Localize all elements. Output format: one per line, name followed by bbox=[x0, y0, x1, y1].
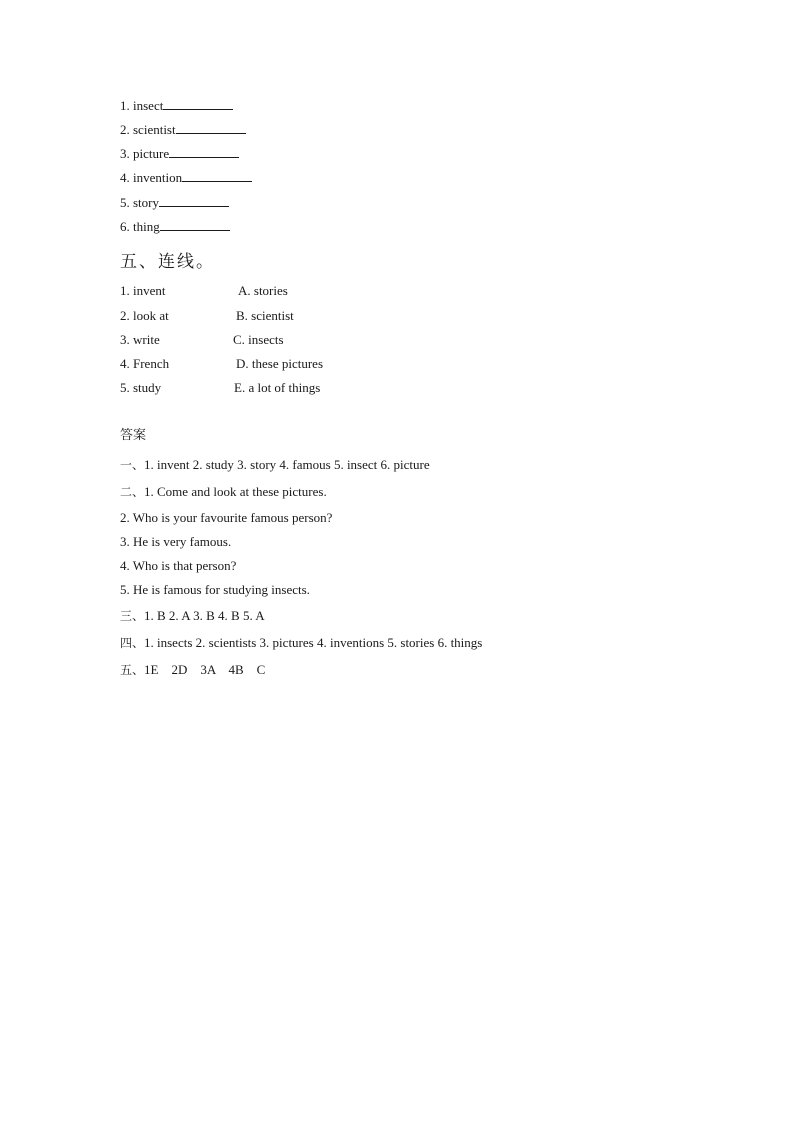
answer-text: 1. B 2. A 3. B 4. B 5. A bbox=[144, 608, 265, 623]
fill-item-label: 5. story bbox=[120, 195, 159, 210]
fill-item-4 bbox=[120, 169, 252, 186]
answer-text: 1E 2D 3A 4B C bbox=[144, 662, 266, 677]
fill-item-2 bbox=[120, 121, 246, 138]
answer-prefix: 二、 bbox=[120, 485, 145, 499]
answer-blank bbox=[160, 218, 230, 231]
answer-line-1 bbox=[120, 457, 430, 473]
answer-blank bbox=[163, 97, 233, 110]
fill-item-3 bbox=[120, 145, 239, 162]
match-right-item: D. these pictures bbox=[236, 356, 324, 371]
answer-prefix: 一、 bbox=[120, 458, 145, 472]
answer-text: 4. Who is that person? bbox=[120, 558, 237, 573]
fill-item-label: 2. scientist bbox=[120, 122, 176, 137]
match-left-item: 5. study bbox=[120, 380, 162, 395]
match-right-item: A. stories bbox=[238, 283, 288, 298]
answer-text: 1. invent 2. study 3. story 4. famous 5. insect 6. picture bbox=[144, 457, 430, 472]
fill-item-6 bbox=[120, 218, 230, 235]
match-right-item: E. a lot of things bbox=[234, 380, 321, 395]
match-left-item: 4. French bbox=[120, 356, 170, 371]
answer-line-9 bbox=[120, 662, 265, 678]
answer-line-2 bbox=[120, 484, 327, 500]
answer-text: 2. Who is your favourite famous person? bbox=[120, 510, 333, 525]
answer-blank bbox=[169, 145, 239, 158]
answer-text: 1. Come and look at these pictures. bbox=[144, 484, 327, 499]
fill-item-label: 1. insect bbox=[120, 98, 164, 113]
answer-text: 5. He is famous for studying insects. bbox=[120, 582, 310, 597]
match-right-item: B. scientist bbox=[236, 308, 294, 323]
answers-title: 答案 bbox=[120, 428, 147, 443]
fill-item-5 bbox=[120, 194, 229, 211]
match-row-4 bbox=[120, 356, 420, 372]
answer-text: 3. He is very famous. bbox=[120, 534, 232, 549]
answer-prefix: 三、 bbox=[120, 609, 145, 623]
fill-item-1 bbox=[120, 97, 233, 114]
answer-text: 1. insects 2. scientists 3. pictures 4. inventions 5. stories 6. things bbox=[144, 635, 483, 650]
answer-blank bbox=[159, 194, 229, 207]
match-row-2 bbox=[120, 308, 420, 324]
answer-line-4 bbox=[120, 534, 231, 550]
match-row-3 bbox=[120, 332, 420, 348]
fill-item-label: 4. invention bbox=[120, 170, 183, 185]
answer-line-8 bbox=[120, 635, 482, 651]
match-left-item: 1. invent bbox=[120, 283, 166, 298]
answer-line-5 bbox=[120, 558, 236, 574]
fill-item-label: 6. thing bbox=[120, 219, 160, 234]
answer-line-3 bbox=[120, 510, 332, 526]
match-right-item: C. insects bbox=[233, 332, 284, 347]
match-row-1 bbox=[120, 283, 420, 299]
answer-blank bbox=[182, 169, 252, 182]
match-left-item: 2. look at bbox=[120, 308, 169, 323]
answer-prefix: 四、 bbox=[120, 636, 145, 650]
match-left-item: 3. write bbox=[120, 332, 160, 347]
answer-blank bbox=[176, 121, 246, 134]
match-row-5 bbox=[120, 380, 420, 396]
answer-prefix: 五、 bbox=[120, 663, 145, 677]
answer-line-7 bbox=[120, 608, 265, 624]
answer-line-6 bbox=[120, 582, 310, 598]
section-heading-matching: 五、连线。 bbox=[120, 252, 215, 272]
fill-item-label: 3. picture bbox=[120, 146, 170, 161]
